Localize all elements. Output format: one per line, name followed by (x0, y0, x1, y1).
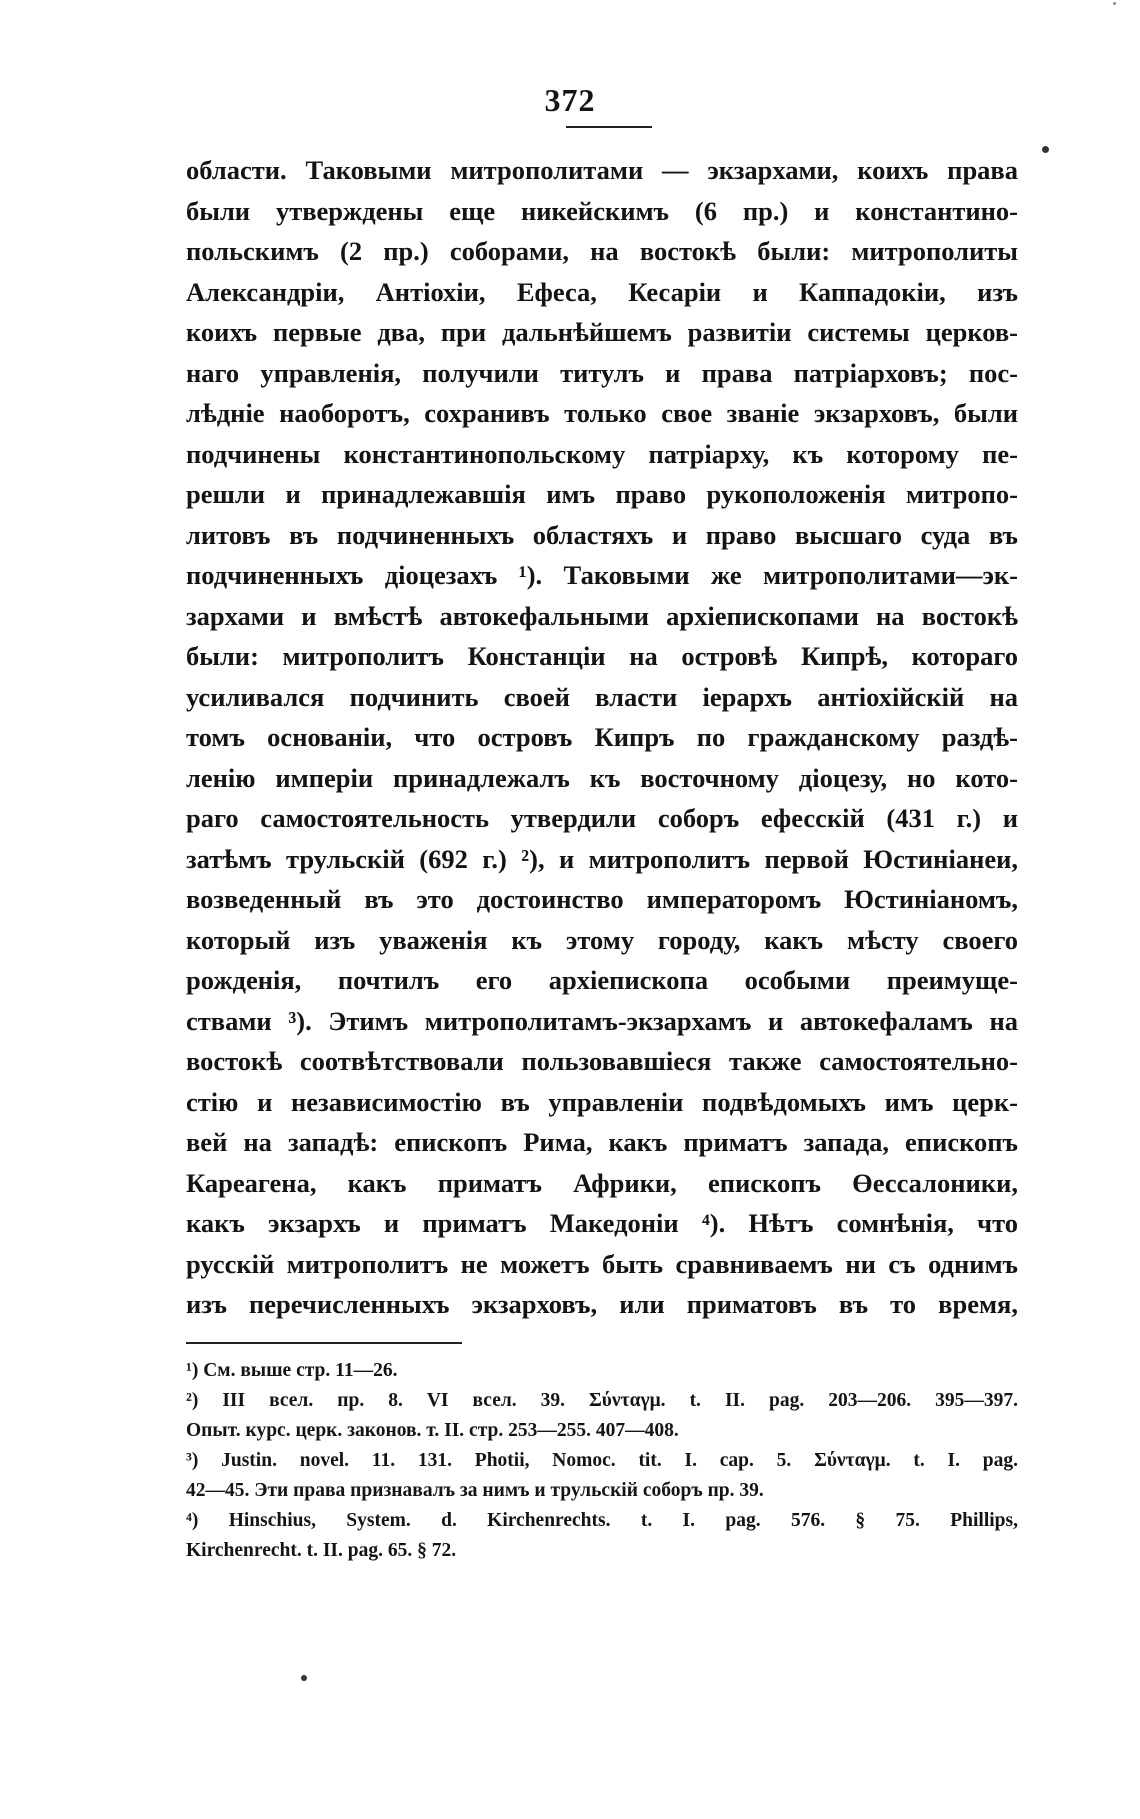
text-line: Александріи, Антіохіи, Ефеса, Кесаріи и Каппадокіи, изъ (186, 276, 1018, 307)
text-line: польскимъ (2 пр.) соборами, на востокѣ были: митрополиты (186, 236, 1018, 266)
text-line: томъ основаніи, что островъ Кипръ по гражданскому раздѣ- (186, 722, 1018, 752)
text-line: рожденія, почтилъ его архіепископа особыми преимуще- (186, 965, 1018, 995)
text-line: возведенный въ это достоинство императоромъ Юстиніаномъ, (186, 884, 1018, 914)
text-line: ствами ³). Этимъ митрополитамъ-экзархамъ и автокефаламъ на (186, 1005, 1018, 1036)
text-line: русскій митрополитъ не можетъ быть сравниваемъ ни съ однимъ (186, 1248, 1018, 1279)
text-line: коихъ первые два, при дальнѣйшемъ развитіи системы церков- (186, 317, 1018, 347)
text-line: лѣдніе наоборотъ, сохранивъ только свое званіе экзарховъ, были (186, 398, 1018, 428)
footnote-line: Опыт. курс. церк. законов. т. II. стр. 253—255. 407—408. (186, 1420, 679, 1441)
text-line: Кареагена, какъ приматъ Африки, епископъ Өессалоники, (186, 1167, 1018, 1198)
text-line: усиливался подчинить своей власти іерархъ антіохійскій на (186, 681, 1018, 712)
page-number: 372 (544, 82, 596, 118)
footnote-line: Kirchenrecht. t. II. pag. 65. § 72. (186, 1540, 457, 1561)
footnote-line: ³) Justin. novel. 11. 131. Photii, Nomoc. tit. I. cap. 5. Σύνταγμ. t. I. pag. (186, 1450, 1018, 1471)
footnote-line: ⁴) Hinschius, System. d. Kirchenrechts. t. I. pag. 576. § 75. Phillips, (186, 1510, 1018, 1531)
text-line: были утверждены еще никейскимъ (6 пр.) и константино- (186, 195, 1018, 226)
text-line: востокѣ соотвѣтствовали пользовавшіеся также самостоятельно- (186, 1046, 1018, 1076)
text-line: области. Таковыми митрополитами — экзархами, коихъ права (186, 155, 1018, 185)
footnotes-block (186, 1356, 1018, 1566)
text-line: ленію имперіи принадлежалъ къ восточному діоцезу, но кото- (186, 762, 1018, 793)
page-number-underline (566, 126, 652, 128)
footnote-separator (186, 1342, 462, 1344)
text-line: наго управленія, получили титулъ и права патріарховъ; пос- (186, 357, 1018, 388)
ink-speck (1042, 146, 1049, 153)
text-line: изъ перечисленныхъ экзарховъ, или приматовъ въ то время, (186, 1289, 1018, 1319)
text-line: решли и принадлежавшія имъ право рукоположенія митропо- (186, 479, 1018, 509)
text-line: какъ экзархъ и приматъ Македоніи ⁴). Нѣтъ сомнѣнія, что (186, 1208, 1018, 1238)
text-line: подчиненныхъ діоцезахъ ¹). Таковыми же митрополитами—эк- (186, 560, 1018, 590)
text-line: раго самостоятельность утвердили соборъ ефесскій (431 г.) и (186, 803, 1018, 833)
footnote-line: 42—45. Эти права признавалъ за нимъ и трульскій соборъ пр. 39. (186, 1480, 764, 1501)
text-line: подчинены константинопольскому патріарху, къ которому пе- (186, 438, 1018, 469)
text-line: стію и независимостію въ управленіи подвѣдомыхъ имъ церк- (186, 1086, 1018, 1117)
text-line: были: митрополитъ Констанціи на островѣ Кипрѣ, котораго (186, 641, 1018, 671)
ink-speck (301, 1675, 307, 1681)
text-line: затѣмъ трульскій (692 г.) ²), и митрополитъ первой Юстиніанеи, (186, 843, 1018, 874)
ink-speck (1113, 2, 1116, 5)
text-line: вей на западѣ: епископъ Рима, какъ приматъ запада, епископъ (186, 1127, 1018, 1157)
footnote-line: ²) III всел. пр. 8. VI всел. 39. Σύνταγμ. t. II. pag. 203—206. 395—397. (186, 1390, 1018, 1411)
text-line: который изъ уваженія къ этому городу, какъ мѣсту своего (186, 924, 1018, 955)
text-line: литовъ въ подчиненныхъ областяхъ и право высшаго суда въ (186, 519, 1018, 550)
footnote-line: ¹) См. выше стр. 11—26. (186, 1360, 398, 1381)
text-line: зархами и вмѣстѣ автокефальными архіепископами на востокѣ (186, 600, 1018, 631)
main-text-block (186, 150, 1018, 1325)
